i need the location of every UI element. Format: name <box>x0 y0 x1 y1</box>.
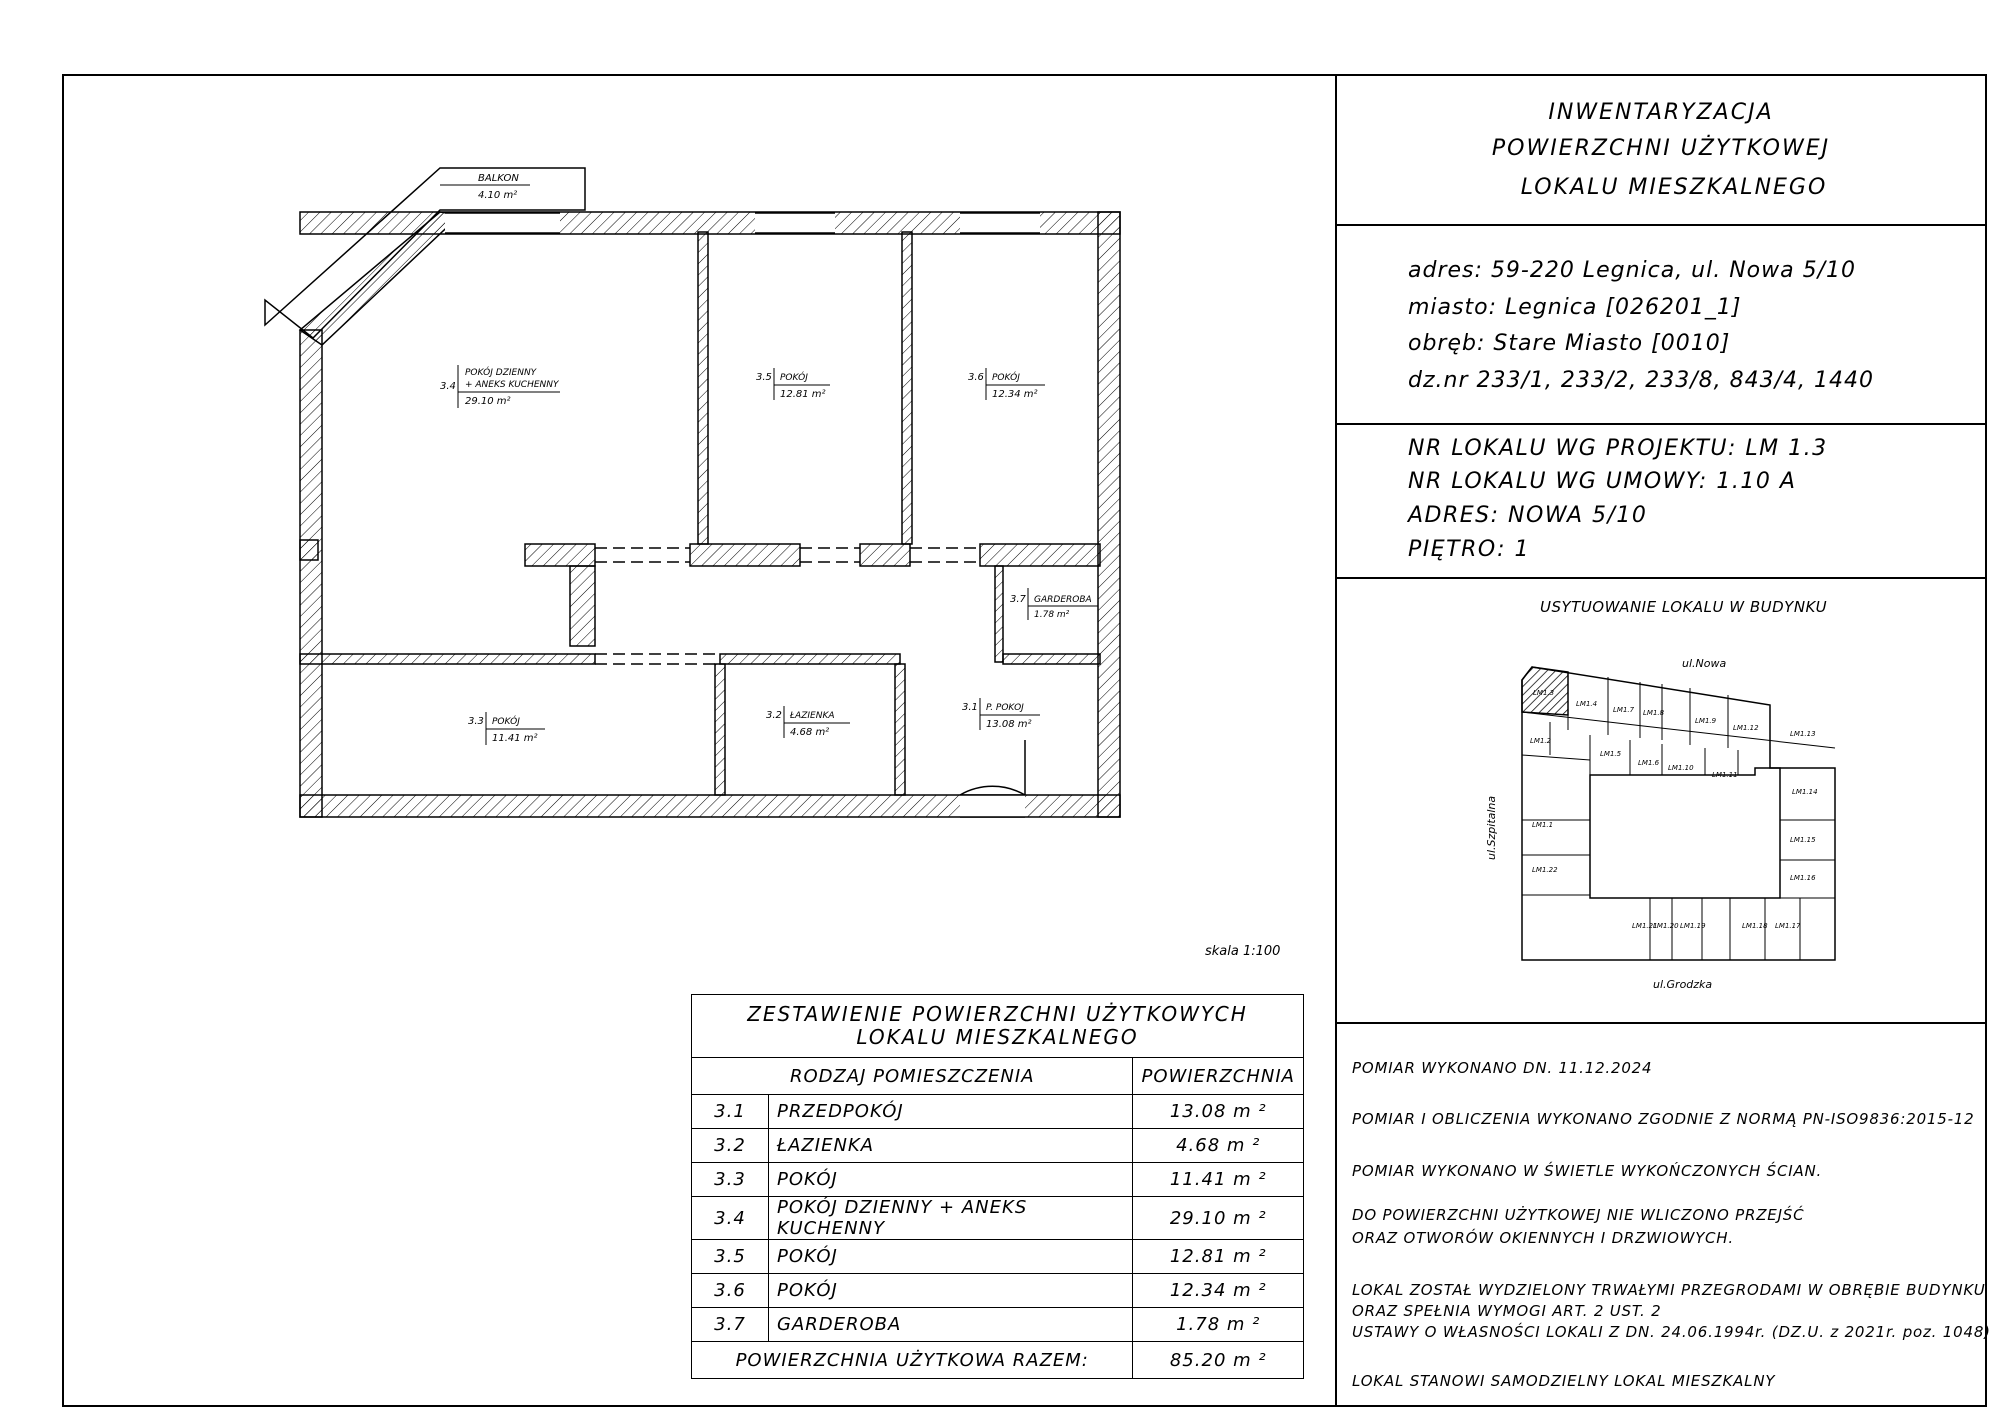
row-area: 29.10 m ² <box>1133 1197 1304 1240</box>
table-row <box>692 1197 1304 1240</box>
divider-2 <box>1335 423 1987 425</box>
unit-label: LM1.15 <box>1790 836 1816 844</box>
room-number: 3.3 <box>468 716 484 727</box>
summary-title <box>692 995 1304 1058</box>
street-bottom-label: ul.Grodzka <box>1653 978 1713 991</box>
note-separation-2: ORAZ SPEŁNIA WYMOGI ART. 2 UST. 2 <box>1352 1302 1662 1320</box>
note-walls: POMIAR WYKONANO W ŚWIETLE WYKOŃCZONYCH ŚCIAN. <box>1352 1162 1823 1180</box>
row-room-name: ŁAZIENKA <box>769 1129 1133 1163</box>
unit-label: LM1.21 <box>1632 922 1658 930</box>
room-name: POKÓJ <box>492 717 520 727</box>
unit-label: LM1.17 <box>1775 922 1801 930</box>
row-number: 3.1 <box>692 1095 769 1129</box>
doc-title-line-2: POWIERZCHNI UŻYTKOWEJ <box>1491 136 1831 161</box>
room-name: P. POKOJ <box>986 703 1024 713</box>
room-number: 3.5 <box>756 372 772 383</box>
summary-title-line-1: ZESTAWIENIE POWIERZCHNI UŻYTKOWYCH <box>747 1002 1248 1026</box>
total-label: POWIERZCHNIA UŻYTKOWA RAZEM: <box>692 1342 1133 1379</box>
room-area: 29.10 m² <box>465 396 511 407</box>
unit-label: LM1.1 <box>1532 821 1554 829</box>
table-row <box>692 1129 1304 1163</box>
room-area: 13.08 m² <box>986 719 1032 730</box>
column-header-type: RODZAJ POMIESZCZENIA <box>692 1058 1133 1095</box>
column-header-area: POWIERZCHNIA <box>1133 1058 1304 1095</box>
address-line: adres: 59-220 Legnica, ul. Nowa 5/10 <box>1408 258 1857 283</box>
doc-title-line-1: INWENTARYZACJA <box>1548 100 1774 125</box>
room-area: 4.68 m² <box>790 727 830 738</box>
note-independent: LOKAL STANOWI SAMODZIELNY LOKAL MIESZKALNY <box>1352 1372 1776 1390</box>
unit-label: LM1.9 <box>1695 717 1717 725</box>
unit-label: LM1.8 <box>1643 709 1665 717</box>
unit-label: LM1.10 <box>1668 764 1694 772</box>
row-area: 12.81 m ² <box>1133 1240 1304 1274</box>
summary-title-line-2: LOKALU MIESZKALNEGO <box>856 1025 1139 1049</box>
room-number: 3.1 <box>962 702 978 713</box>
balcony-name: BALKON <box>478 173 519 184</box>
row-room-name: POKÓJ <box>769 1240 1133 1274</box>
room-number: 3.6 <box>968 372 984 383</box>
row-area: 4.68 m ² <box>1133 1129 1304 1163</box>
doc-title-line-3: LOKALU MIESZKALNEGO <box>1520 175 1828 200</box>
unit-label: LM1.12 <box>1733 724 1759 732</box>
row-number: 3.2 <box>692 1129 769 1163</box>
row-number: 3.7 <box>692 1308 769 1342</box>
note-excluded-2: ORAZ OTWORÓW OKIENNYCH I DRZWIOWYCH. <box>1352 1229 1734 1247</box>
note-measurement-date: POMIAR WYKONANO DN. 11.12.2024 <box>1352 1059 1653 1077</box>
room-name-2: + ANEKS KUCHENNY <box>465 380 559 390</box>
note-standard: POMIAR I OBLICZENIA WYKONANO ZGODNIE Z NORMĄ PN-ISO9836:2015-12 <box>1352 1110 1975 1128</box>
divider-4 <box>1335 1022 1987 1024</box>
row-room-name: POKÓJ <box>769 1163 1133 1197</box>
unit-label: LM1.5 <box>1600 750 1622 758</box>
room-name: POKÓJ DZIENNY <box>465 368 537 378</box>
table-row <box>692 1163 1304 1197</box>
unit-label: LM1.18 <box>1742 922 1768 930</box>
unit-label: LM1.11 <box>1712 771 1738 779</box>
unit-label: LM1.20 <box>1653 922 1679 930</box>
unit-address: ADRES: NOWA 5/10 <box>1408 503 1648 528</box>
table-row <box>692 1095 1304 1129</box>
area-summary-table <box>691 994 1304 1379</box>
scale-label: skala 1:100 <box>1205 944 1281 959</box>
table-row <box>692 1274 1304 1308</box>
row-number: 3.4 <box>692 1197 769 1240</box>
row-area: 12.34 m ² <box>1133 1274 1304 1308</box>
location-title: USYTUOWANIE LOKALU W BUDYNKU <box>1540 598 1828 616</box>
unit-floor: PIĘTRO: 1 <box>1408 537 1531 562</box>
unit-label: LM1.4 <box>1576 700 1598 708</box>
row-number: 3.5 <box>692 1240 769 1274</box>
divider-1 <box>1335 224 1987 226</box>
row-number: 3.6 <box>692 1274 769 1308</box>
row-room-name: PRZEDPOKÓJ <box>769 1095 1133 1129</box>
street-left-label: ul.Szpitalna <box>1485 795 1498 860</box>
row-area: 11.41 m ² <box>1133 1163 1304 1197</box>
unit-label: LM1.16 <box>1790 874 1816 882</box>
room-name: POKÓJ <box>992 373 1020 383</box>
unit-label: LM1.14 <box>1792 788 1818 796</box>
unit-label: LM1.6 <box>1638 759 1660 767</box>
unit-label: LM1.2 <box>1530 737 1552 745</box>
note-separation-3: USTAWY O WŁASNOŚCI LOKALI Z DN. 24.06.1994r. (DZ.U. z 2021r. poz. 1048) <box>1352 1323 1991 1341</box>
note-excluded-1: DO POWIERZCHNI UŻYTKOWEJ NIE WLICZONO PRZEJŚĆ <box>1352 1206 1805 1224</box>
unit-label: LM1.22 <box>1532 866 1558 874</box>
row-number: 3.3 <box>692 1163 769 1197</box>
room-area: 1.78 m² <box>1034 610 1070 620</box>
row-room-name: GARDEROBA <box>769 1308 1133 1342</box>
unit-label: LM1.19 <box>1680 922 1706 930</box>
row-room-name: POKÓJ <box>769 1274 1133 1308</box>
divider-3 <box>1335 577 1987 579</box>
row-area: 13.08 m ² <box>1133 1095 1304 1129</box>
table-row <box>692 1240 1304 1274</box>
balcony-area: 4.10 m² <box>478 190 518 201</box>
total-row <box>692 1342 1304 1379</box>
note-separation-1: LOKAL ZOSTAŁ WYDZIELONY TRWAŁYMI PRZEGRODAMI W OBRĘBIE BUDYNKU <box>1352 1281 1986 1299</box>
room-name: ŁAZIENKA <box>790 711 835 721</box>
room-area: 12.81 m² <box>780 389 826 400</box>
unit-label: LM1.13 <box>1790 730 1816 738</box>
location-site-plan <box>1450 640 1850 1000</box>
street-top-label: ul.Nowa <box>1682 657 1727 670</box>
room-area: 11.41 m² <box>492 733 538 744</box>
floor-plan <box>0 0 1340 980</box>
parcel-line: dz.nr 233/1, 233/2, 233/8, 843/4, 1440 <box>1408 368 1875 393</box>
unit-label: LM1.7 <box>1613 706 1635 714</box>
unit-label: LM1.3 <box>1533 689 1555 697</box>
room-number: 3.7 <box>1010 594 1026 605</box>
row-area: 1.78 m ² <box>1133 1308 1304 1342</box>
city-line: miasto: Legnica [026201_1] <box>1408 295 1742 320</box>
row-room-name: POKÓJ DZIENNY + ANEKS KUCHENNY <box>769 1197 1133 1240</box>
room-name: POKÓJ <box>780 373 808 383</box>
precinct-line: obręb: Stare Miasto [0010] <box>1408 331 1731 356</box>
table-row <box>692 1308 1304 1342</box>
room-number: 3.4 <box>440 381 456 392</box>
unit-project-nr: NR LOKALU WG PROJEKTU: LM 1.3 <box>1408 436 1828 461</box>
room-name: GARDEROBA <box>1034 595 1092 605</box>
room-area: 12.34 m² <box>992 389 1038 400</box>
unit-contract-nr: NR LOKALU WG UMOWY: 1.10 A <box>1408 469 1797 494</box>
room-number: 3.2 <box>766 710 782 721</box>
total-value: 85.20 m ² <box>1133 1342 1304 1379</box>
